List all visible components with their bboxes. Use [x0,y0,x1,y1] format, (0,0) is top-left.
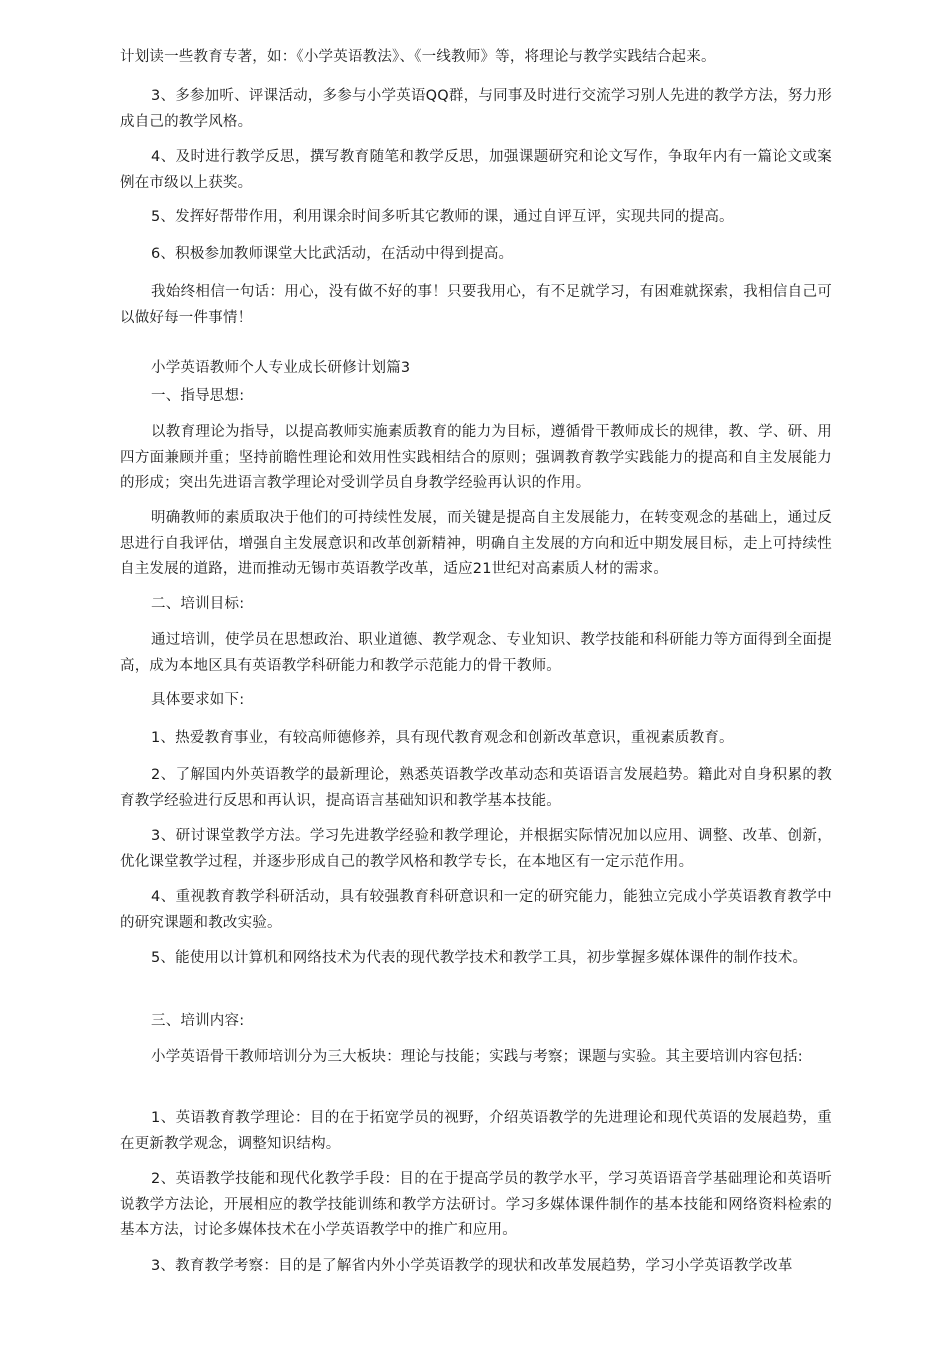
content-1-paragraph: 1、英语教育教学理论：目的在于拓宽学员的视野，介绍英语教学的先进理论和现代英语的发展趋势，重在更新教学观念，调整知识结构。 [120,1110,832,1152]
goals-paragraph: 通过培训，使学员在思想政治、职业道德、教学观念、专业知识、教学技能和科研能力等方面得到全面提高，成为本地区具有英语教学科研能力和教学示范能力的骨干教师。 [120,632,832,674]
requirements-intro: 具体要求如下: [151,692,245,708]
requirement-4-paragraph: 4、重视教育教学科研活动，具有较强教育科研意识和一定的研究能力，能独立完成小学英语教育教学中的研究课题和教改实验。 [120,889,832,931]
heading-training-content: 三、培训内容: [151,1013,245,1029]
content-3-paragraph: 3、教育教学考察：目的是了解省内外小学英语教学的现状和改革发展趋势，学习小学英语教学改革 [151,1258,793,1274]
heading-training-goals: 二、培训目标: [151,596,245,612]
content-intro-paragraph: 小学英语骨干教师培训分为三大板块：理论与技能；实践与考察；课题与实验。其主要培训内容包括: [151,1049,803,1065]
item-4-paragraph: 4、及时进行教学反思，撰写教育随笔和教学反思，加强课题研究和论文写作，争取年内有一篇论文或案例在市级以上获奖。 [120,149,832,191]
requirement-3-paragraph: 3、研讨课堂教学方法。学习先进教学经验和教学理论，并根据实际情况加以应用、调整、改革、创新，优化课堂教学过程，并逐步形成自己的教学风格和教学专长，在本地区有一定示范作用。 [120,828,832,870]
requirement-2-paragraph: 2、了解国内外英语教学的最新理论，熟悉英语教学改革动态和英语语言发展趋势。籍此对自身积累的教育教学经验进行反思和再认识，提高语言基础知识和教学基本技能。 [120,767,832,809]
continuation-paragraph: 计划读一些教育专著，如：《小学英语教法》、《一线教师》等，将理论与教学实践结合起来。 [120,49,716,65]
requirement-1-paragraph: 1、热爱教育事业，有较高师德修养，具有现代教育观念和创新改革意识，重视素质教育。 [151,730,734,746]
belief-paragraph: 我始终相信一句话：用心，没有做不好的事！只要我用心，有不足就学习，有困难就探索，我相信自己可以做好每一件事情！ [120,284,832,326]
section-title: 小学英语教师个人专业成长研修计划篇3 [151,360,411,376]
item-5-paragraph: 5、发挥好帮带作用，利用课余时间多听其它教师的课，通过自评互评，实现共同的提高。 [151,209,734,225]
content-2-paragraph: 2、英语教学技能和现代化教学手段：目的在于提高学员的教学水平，学习英语语音学基础理论和英语听说教学方法论，开展相应的教学技能训练和教学方法研讨。学习多媒体课件制作的基本技能和网络资料检索的基本方法，讨论多媒体技术在小学英语教学中的推广和应用。 [120,1171,832,1238]
item-6-paragraph: 6、积极参加教师课堂大比武活动，在活动中得到提高。 [151,246,514,262]
guiding-paragraph-2: 明确教师的素质取决于他们的可持续性发展，而关键是提高自主发展能力，在转变观念的基础上，通过反思进行自我评估，增强自主发展意识和改革创新精神，明确自主发展的方向和近中期发展目标，走上可持续性自主发展的道路，进而推动无锡市英语教学改革，适应21世纪对高素质人材的需求。 [120,510,832,577]
requirement-5-paragraph: 5、能使用以计算机和网络技术为代表的现代教学技术和教学工具，初步掌握多媒体课件的制作技术。 [151,950,808,966]
item-3-paragraph: 3、多参加听、评课活动，多参与小学英语QQ群，与同事及时进行交流学习别人先进的教学方法，努力形成自己的教学风格。 [120,88,832,130]
heading-guiding-thought: 一、指导思想: [151,388,245,404]
guiding-paragraph-1: 以教育理论为指导，以提高教师实施素质教育的能力为目标，遵循骨干教师成长的规律，教、学、研、用四方面兼顾并重；坚持前瞻性理论和效用性实践相结合的原则；强调教育教学实践能力的提高和自主发展能力的形成；突出先进语言教学理论对受训学员自身教学经验再认识的作用。 [120,424,832,491]
